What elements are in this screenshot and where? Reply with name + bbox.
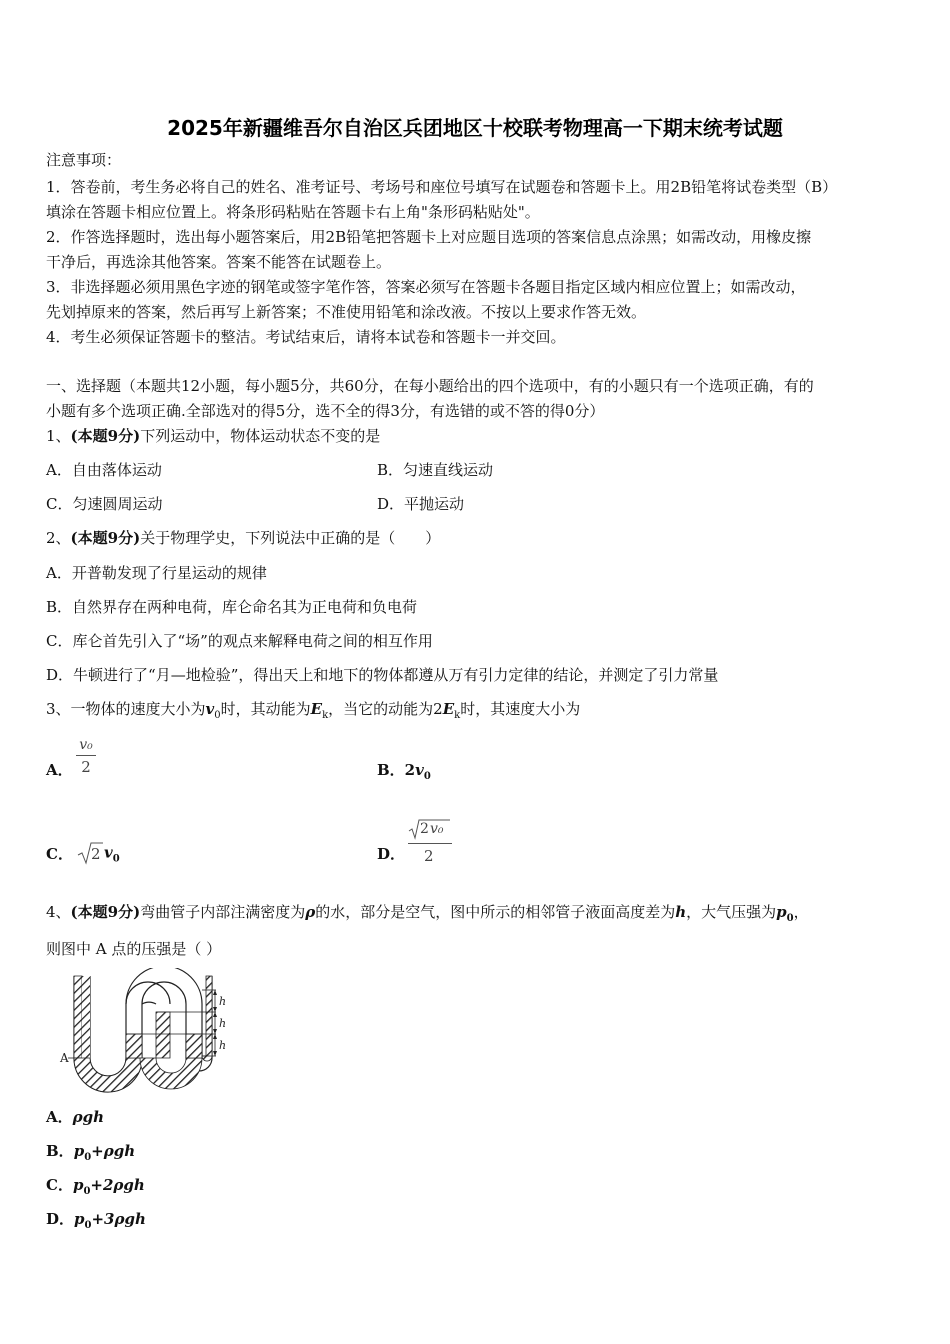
- stem-text: ，大气压强为: [686, 903, 777, 921]
- stem-text: 时，其速度大小为: [460, 700, 581, 718]
- stem-text: 时，其动能为: [220, 700, 311, 718]
- arrow-icon: [213, 990, 217, 995]
- sqrt-radicand: 2: [91, 845, 101, 863]
- water-region: [126, 1034, 142, 1058]
- question-tag: (本题9分): [70, 903, 141, 921]
- question-2-stem: [46, 528, 440, 548]
- var-v: v: [104, 843, 113, 862]
- subscript: 0: [786, 913, 794, 924]
- notice-line: 4．考生必须保证答题卡的整洁。考试结束后，请将本试卷和答题卡一并交回。: [46, 328, 566, 346]
- question-number: 2、: [46, 529, 71, 547]
- var-rho: ρ: [305, 903, 316, 921]
- q2-option-a: A．开普勒发现了行星运动的规律: [46, 564, 267, 582]
- stem-text: 的水，部分是空气，图中所示的相邻管子液面高度差为: [315, 903, 676, 921]
- option-label: D．: [46, 1210, 75, 1228]
- arrow-icon: [213, 1012, 217, 1017]
- arrow-icon: [213, 1051, 217, 1056]
- stem-text: ，当它的动能为2: [328, 700, 443, 718]
- height-label: h: [219, 1039, 227, 1052]
- q1-option-d: D．平抛运动: [377, 495, 465, 513]
- fraction-bar: [76, 755, 96, 756]
- q2-option-c: C．库仑首先引入了“场”的观点来解释电荷之间的相互作用: [46, 632, 433, 650]
- notice-heading: 注意事项：: [46, 151, 122, 169]
- var-p: p: [776, 903, 787, 921]
- question-1-stem: [46, 426, 380, 446]
- pipe-arch: [126, 982, 170, 1004]
- height-label: h: [219, 995, 227, 1008]
- pipe-arch: [142, 1002, 156, 1004]
- q4-option-c: [46, 1175, 145, 1202]
- stem-text: 弯曲管子内部注满密度为: [140, 903, 306, 921]
- q4-option-b: [46, 1141, 135, 1168]
- fraction-bar: [408, 843, 452, 844]
- q1-option-a: A．自由落体运动: [46, 461, 162, 479]
- q1-option-b: B．匀速直线运动: [377, 461, 494, 479]
- fraction-numerator: v₀: [430, 821, 444, 837]
- option-value: +ρgh: [91, 1142, 136, 1160]
- q3-option-d-fraction: [408, 818, 452, 868]
- var-v: v: [205, 700, 215, 718]
- q3-option-c-value: [76, 840, 120, 866]
- q3-option-a-label: A．: [46, 761, 73, 779]
- fraction-numerator: v₀: [79, 737, 93, 753]
- q3-option-c-label: C．: [46, 845, 73, 863]
- var-e: E: [442, 700, 455, 718]
- notice-line: 干净后，再选涂其他答案。答案不能答在试题卷上。: [46, 253, 392, 271]
- var-p: p: [73, 1142, 85, 1160]
- page-title: 2025年新疆维吾尔自治区兵团地区十校联考物理高一下期末统考试题: [167, 116, 783, 140]
- q1-option-c: C．匀速圆周运动: [46, 495, 163, 513]
- q2-option-d: D．牛顿进行了“月—地检验”，得出天上和地下的物体都遵从万有引力定律的结论，并测定了引力常量: [46, 666, 719, 684]
- notice-line: 1．答卷前，考生务必将自己的姓名、准考证号、考场号和座位号填写在试题卷和答题卡上。用2B铅笔将试卷类型（B）: [46, 178, 838, 196]
- subscript: 0: [423, 771, 431, 782]
- question-tag: (本题9分): [70, 529, 141, 547]
- height-label: h: [219, 1017, 227, 1030]
- notice-line: 填涂在答题卡相应位置上。将条形码粘贴在答题卡右上角"条形码粘贴处"。: [46, 203, 540, 221]
- notice-line: 3．非选择题必须用黑色字迹的钢笔或签字笔作答，答案必须写在答题卡各题目指定区域内相应位置上；如需改动，: [46, 278, 806, 296]
- fraction-denominator: 2: [424, 847, 434, 865]
- subscript: 0: [84, 1220, 92, 1231]
- arrow-icon: [213, 1034, 217, 1039]
- option-label: B．: [46, 1142, 74, 1160]
- water-region: [140, 1058, 202, 1089]
- question-4-stem: [46, 902, 809, 929]
- q4-option-d: [46, 1209, 146, 1236]
- point-a-label: A: [60, 1051, 69, 1065]
- q4-option-a: [46, 1107, 104, 1127]
- stem-text: ，: [793, 903, 809, 921]
- q3-option-a-fraction: [76, 737, 96, 776]
- question-tag: (本题9分): [70, 427, 141, 445]
- section-heading: 一、选择题（本题共12小题，每小题5分，共60分，在每小题给出的四个选项中，有的小题只有一个选项正确，有的: [46, 377, 814, 395]
- var-p: p: [72, 1176, 84, 1194]
- water-region: [82, 976, 90, 1058]
- option-value: +3ρgh: [91, 1210, 146, 1228]
- question-4-stem-line2: 则图中 A 点的压强是（ ）: [46, 940, 222, 958]
- air-region: [170, 1012, 186, 1058]
- water-region: [74, 976, 82, 1058]
- var-e: E: [310, 700, 323, 718]
- q2-option-b: B．自然界存在两种电荷，库仑命名其为正电荷和负电荷: [46, 598, 418, 616]
- notice-line: 先划掉原来的答案，然后再写上新答案；不准使用铅笔和涂改液。不按以上要求作答无效。: [46, 303, 647, 321]
- water-region: [74, 1058, 142, 1092]
- subscript: k: [454, 710, 461, 721]
- option-label: C．: [46, 1176, 73, 1194]
- u-tube-diagram: [56, 968, 236, 1096]
- arrow-icon: [213, 1007, 217, 1012]
- water-region: [202, 976, 212, 1061]
- q3-option-b: [377, 760, 431, 787]
- section-heading: 小题有多个选项正确.全部选对的得5分，选不全的得3分，有选错的或不答的得0分）: [46, 402, 605, 420]
- var-h: h: [675, 903, 687, 921]
- water-region: [186, 1034, 202, 1058]
- question-number: 1、: [46, 427, 71, 445]
- subscript: k: [322, 710, 329, 721]
- subscript: 0: [83, 1186, 91, 1197]
- fraction-denominator: 2: [81, 758, 91, 776]
- option-label: A．: [46, 1108, 73, 1126]
- var-v: v: [415, 761, 424, 779]
- option-value: +2ρgh: [90, 1176, 145, 1194]
- subscript: 0: [112, 853, 120, 865]
- subscript: 0: [84, 1152, 92, 1163]
- option-value: ρgh: [72, 1108, 105, 1126]
- stem-text: 3、一物体的速度大小为: [46, 700, 206, 718]
- sqrt-radicand: 2: [420, 821, 429, 837]
- option-label: B．2: [377, 761, 416, 779]
- arrow-icon: [213, 1029, 217, 1034]
- notice-line: 2．作答选择题时，选出每小题答案后，用2B铅笔把答题卡上对应题目选项的答案信息点涂黑；如需改动，用橡皮擦: [46, 228, 812, 246]
- q3-option-d-label: D．: [377, 845, 406, 863]
- question-text: 关于物理学史，下列说法中正确的是（ ）: [140, 529, 441, 547]
- subscript: 0: [214, 710, 221, 721]
- question-text: 下列运动中，物体运动状态不变的是: [140, 427, 381, 445]
- question-3-stem: [46, 699, 580, 726]
- question-number: 4、: [46, 903, 71, 921]
- var-p: p: [74, 1210, 85, 1228]
- water-region: [156, 1012, 170, 1058]
